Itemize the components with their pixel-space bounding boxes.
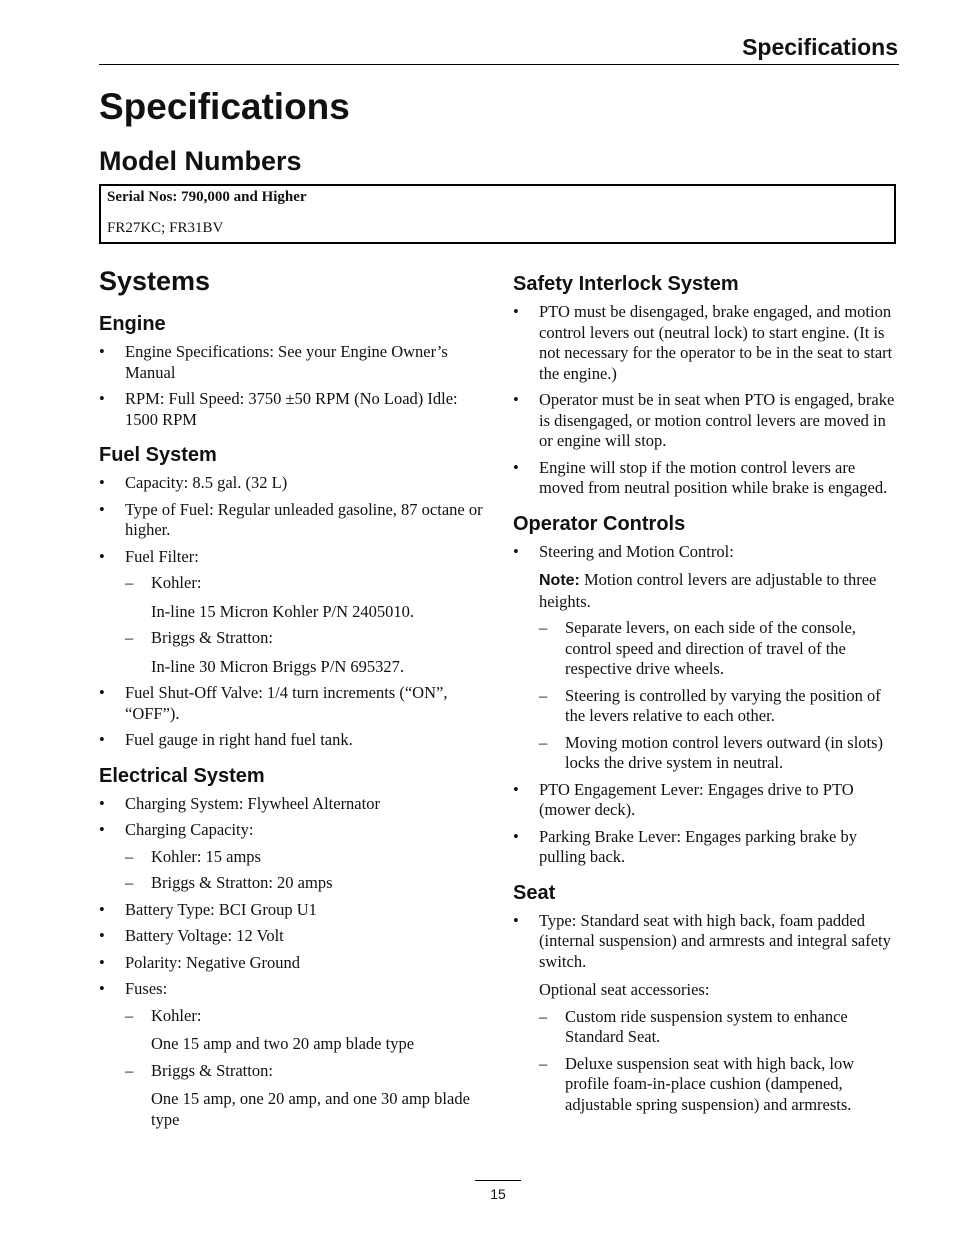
footer-rule	[475, 1180, 521, 1181]
list-item	[125, 628, 489, 677]
list-item: • PTO must be disengaged, brake engaged, and motion control levers out (neutral lock) to start engine. (It is not necessary for the operator to be in the seat to start the engine.)	[513, 302, 899, 384]
fuse-kohler-detail: One 15 amp and two 20 amp blade type	[151, 1034, 415, 1053]
operator-controls-list	[513, 542, 899, 868]
fuse-briggs-detail: One 15 amp, one 20 amp, and one 30 amp blade type	[151, 1089, 470, 1129]
running-header-title: Specifications	[742, 34, 898, 60]
list-item: • Capacity: 8.5 gal. (32 L)	[99, 473, 489, 494]
systems-heading: Systems	[99, 266, 211, 296]
fuel-system-list	[99, 473, 489, 751]
fuel-filter-sublist	[125, 573, 489, 677]
list-item: • Type of Fuel: Regular unleaded gasoline, 87 octane or higher.	[99, 500, 489, 541]
list-item: – Steering is controlled by varying the position of the levers relative to each other.	[539, 686, 899, 727]
list-item: • Fuel Shut-Off Valve: 1/4 turn increments (“ON”, “OFF”).	[99, 683, 489, 724]
list-item: • PTO Engagement Lever: Engages drive to PTO (mower deck).	[513, 780, 899, 821]
safety-interlock-heading: Safety Interlock System	[513, 273, 739, 295]
briggs-filter-detail: In-line 30 Micron Briggs P/N 695327.	[151, 656, 404, 676]
fuse-kohler-label: Kohler:	[151, 1005, 202, 1025]
list-item: – Briggs & Stratton: 20 amps	[125, 873, 489, 894]
steering-label: Steering and Motion Control:	[539, 541, 734, 561]
seat-list	[513, 911, 899, 1116]
list-item: – Kohler: 15 amps	[125, 847, 489, 868]
seat-accessories-sublist	[539, 1007, 899, 1116]
list-item: • Operator must be in seat when PTO is engaged, brake is disengaged, or motion control levers are moved in or engine will stop.	[513, 390, 899, 452]
list-item: – Custom ride suspension system to enhance Standard Seat.	[539, 1007, 899, 1048]
charging-capacity-label: Charging Capacity:	[125, 820, 254, 839]
list-item	[125, 1006, 489, 1055]
list-item: • Engine will stop if the motion control levers are moved from neutral position while brake is engaged.	[513, 458, 899, 499]
list-item: • Parking Brake Lever: Engages parking brake by pulling back.	[513, 827, 899, 868]
engine-heading: Engine	[99, 313, 166, 335]
operator-controls-heading: Operator Controls	[513, 512, 686, 535]
list-item	[513, 542, 899, 774]
page-title: Specifications	[99, 86, 350, 127]
fuel-filter-label: Fuel Filter:	[125, 546, 199, 566]
list-item: • Polarity: Negative Ground	[99, 953, 489, 974]
right-column	[513, 266, 899, 1129]
electrical-system-list	[99, 794, 489, 1131]
model-numbers-heading: Model Numbers	[99, 146, 302, 176]
page-number: 15	[490, 1186, 506, 1202]
optional-accessories-label: Optional seat accessories:	[539, 980, 710, 999]
briggs-label: Briggs & Stratton:	[151, 628, 273, 647]
list-item	[99, 979, 489, 1130]
kohler-label: Kohler:	[151, 573, 202, 592]
model-list: FR27KC; FR31BV	[107, 220, 224, 236]
model-numbers-table	[99, 184, 896, 244]
seat-type: Type: Standard seat with high back, foam padded (internal suspension) and armrests and integral safety switch.	[539, 910, 891, 971]
list-item: – Deluxe suspension seat with high back, low profile foam-in-place cushion (dampened, adjustable spring suspension) and armrests.	[539, 1054, 899, 1116]
list-item: • Fuel gauge in right hand fuel tank.	[99, 730, 489, 751]
list-item	[99, 820, 489, 894]
left-column	[99, 266, 489, 1144]
list-item: • Battery Type: BCI Group U1	[99, 900, 489, 921]
electrical-system-heading: Electrical System	[99, 764, 265, 787]
charging-capacity-sublist	[125, 847, 489, 894]
steering-sublist	[539, 618, 899, 774]
list-item: • Engine Specifications: See your Engine Owner’s Manual	[99, 342, 489, 383]
list-item: – Separate levers, on each side of the console, control speed and direction of travel of the respective drive wheels.	[539, 618, 899, 680]
list-item: • Charging System: Flywheel Alternator	[99, 794, 489, 815]
fuses-label: Fuses:	[125, 979, 168, 998]
seat-heading: Seat	[513, 881, 556, 904]
header-rule	[99, 64, 899, 65]
note	[539, 570, 899, 612]
list-item	[99, 547, 489, 678]
fuel-system-heading: Fuel System	[99, 444, 217, 466]
list-item: • RPM: Full Speed: 3750 ±50 RPM (No Load) Idle: 1500 RPM	[99, 389, 489, 430]
list-item	[125, 573, 489, 622]
list-item: – Moving motion control levers outward (in slots) locks the drive system in neutral.	[539, 733, 899, 774]
list-item: • Battery Voltage: 12 Volt	[99, 926, 489, 947]
engine-list	[99, 342, 489, 430]
fuse-briggs-label: Briggs & Stratton:	[151, 1060, 273, 1080]
serial-number-label: Serial Nos: 790,000 and Higher	[107, 189, 307, 205]
kohler-filter-detail: In-line 15 Micron Kohler P/N 2405010.	[151, 601, 415, 621]
note-label: Note:	[539, 572, 580, 589]
fuses-sublist	[125, 1006, 489, 1131]
list-item	[513, 911, 899, 1116]
note-text: Motion control levers are adjustable to three heights.	[539, 570, 877, 611]
list-item	[125, 1061, 489, 1131]
safety-interlock-list	[513, 302, 899, 499]
